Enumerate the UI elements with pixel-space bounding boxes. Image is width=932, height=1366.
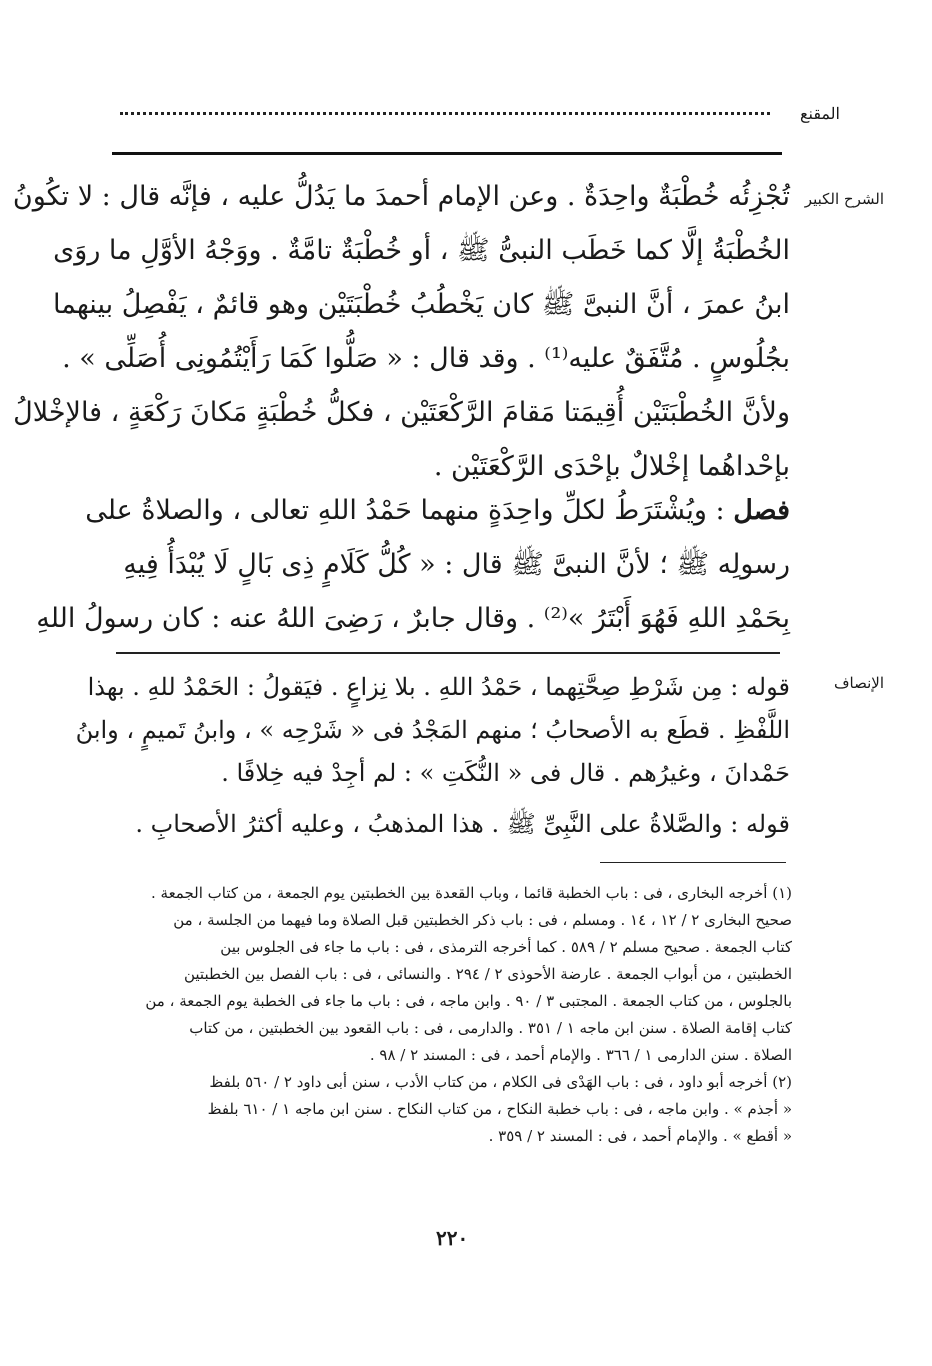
footnote-line: (٢) أخرجه أبو داود ، فى : باب الهَدْى فى الكلام ، من كتاب الأدب ، سنن أبى داود ٢ / ٥٦٠ بلفظ xyxy=(209,1073,792,1091)
sharh-text-block xyxy=(12,170,790,494)
footnote-line: صحيح البخارى ٢ / ١٢ ، ١٤ . ومسلم ، فى : باب ذكر الخطبتين قبل الصلاة وما فيهما من الجلسة ، من xyxy=(173,911,792,929)
insaf-line: قوله : مِن شَرْطِ صِحَّتِهما ، حَمْدُ اللهِ . بلا نِزاعٍ . فيَقولُ : الحَمْدُ للهِ . بهذا xyxy=(87,673,790,701)
sharh-line: بجُلُوسٍ . مُتَّفَقٌ عليه⁽¹⁾ . وقد قال : « صَلُّوا كَمَا رَأَيْتُمُونِى أُصَلِّى » . xyxy=(62,343,790,374)
sharh-line: بإحْداهُما إخْلالٌ بإحْدَى الرَّكْعَتَيْن . xyxy=(433,451,790,482)
insaf-line: اللَّفْظِ . قطَع به الأصحابُ ؛ منهم المَجْدُ فى « شَرْحِه » ، وابنُ تَميمٍ ، وابنُ xyxy=(75,716,790,744)
footnote-line: كتاب الجمعة . صحيح مسلم ٢ / ٥٨٩ . كما أخرجه الترمذى ، فى : باب ما جاء فى الجلوس بين xyxy=(220,938,792,956)
footnote-line: كتاب إقامة الصلاة . سنن ابن ماجه ١ / ٣٥١ . والدارمى ، فى : باب القعود بين الخطبتين ، من كتاب xyxy=(189,1019,792,1037)
sharh-line: ولأنَّ الخُطْبَتَيْن أُقِيمَتا مَقامَ الرَّكْعَتَيْن ، فكلُّ خُطْبَةٍ مَكانَ رَكْعَةٍ ، فالإخْلالُ xyxy=(13,397,790,428)
footnote-line: « أجذم » . وابن ماجه ، فى : باب خطبة النكاح ، من كتاب النكاح . سنن ابن ماجه ١ / ٦١٠ بلفظ xyxy=(207,1100,792,1118)
sharh-line: تُجْزِئُه خُطْبَةٌ واحِدَةٌ . وعن الإمام أحمدَ ما يَدُلُّ عليه ، فإنَّه قال : لا تكُونُ xyxy=(12,181,790,212)
fasl-line: رسولِه ﷺ ؛ لأنَّ النبىَّ ﷺ قال : « كُلُّ كَلَامٍ ذِى بَالٍ لَا يُبْدَأُ فِيهِ xyxy=(123,549,790,580)
footnote-rule xyxy=(600,862,786,863)
footnote-line: الصلاة . سنن الدارمى ١ / ٣٦٦ . والإمام أحمد ، فى : المسند ٢ / ٩٨ . xyxy=(369,1046,792,1064)
footnote-line: « أقطع » . والإمام أحمد ، فى : المسند ٢ / ٣٥٩ . xyxy=(488,1127,792,1145)
footnotes-block xyxy=(112,880,792,1150)
header-dotted-leader xyxy=(120,112,770,115)
insaf-line: حَمْدانَ ، وغيرُهم . قال فى « النُّكَتِ » : لم أجِدْ فيه خِلافًا . xyxy=(221,759,790,787)
sharh-line: الخُطْبَةُ إلَّا كما خَطَب النبىُّ ﷺ ، أو خُطْبَةٌ تامَّةٌ . ووَجْهُ الأوَّلِ ما روَى xyxy=(53,235,790,266)
fasl-line-text: : ويُشْتَرَطُ لكلِّ واحِدَةٍ منهما حَمْدُ اللهِ تعالى ، والصلاةُ على xyxy=(85,495,725,526)
sharh-line: ابنُ عمرَ ، أنَّ النبىَّ ﷺ كان يَخْطُبُ خُطْبَتَيْن وهو قائمٌ ، يَفْصِلُ بينهما xyxy=(53,289,790,320)
side-label-insaf: الإنصاف xyxy=(833,674,884,692)
footnote-line: الخطبتين ، من أبواب الجمعة . عارضة الأحوذى ٢ / ٢٩٤ . والنسائى ، فى : باب الفصل بين الخطبتين xyxy=(183,965,792,983)
fasl-line xyxy=(85,484,790,538)
fasl-text-block xyxy=(36,484,790,646)
running-header-title: المقنع xyxy=(799,104,840,123)
fasl-term: فصل xyxy=(733,495,790,526)
fasl-line: بِحَمْدِ اللهِ فَهُوَ أَبْتَرُ »⁽²⁾ . وقال جابرٌ ، رَضِىَ اللهُ عنه : كان رسولُ اللهِ xyxy=(36,603,790,634)
page-number: ٢٢٠ xyxy=(436,1226,469,1250)
insaf-line: قوله : والصَّلاةُ على النَّبِىِّ ﷺ . هذا المذهبُ ، وعليه أكثرُ الأصحابِ . xyxy=(135,810,790,838)
side-label-sharh: الشرح الكبير xyxy=(804,190,884,208)
insaf-text-block xyxy=(75,666,790,846)
footnote-line: (١) أخرجه البخارى ، فى : باب الخطبة قائما ، وباب القعدة بين الخطبتين يوم الجمعة ، من كتاب الجمعة . xyxy=(150,884,792,902)
header-rule xyxy=(112,152,782,155)
footnote-line: بالجلوس ، من كتاب الجمعة . المجتبى ٣ / ٩٠ . وابن ماجه ، فى : باب ما جاء فى الخطبة يوم الجمعة ، من xyxy=(145,992,792,1010)
section-divider xyxy=(116,652,780,654)
